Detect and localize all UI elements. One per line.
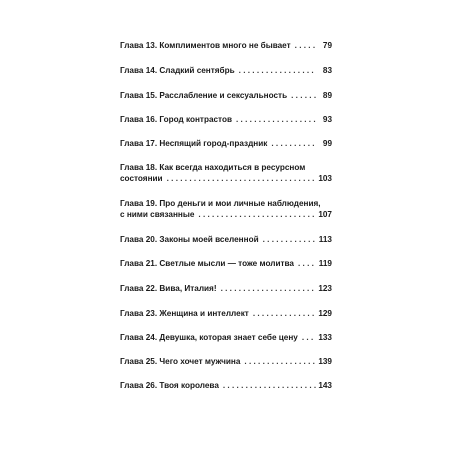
toc-entry (120, 234, 332, 245)
toc-entry-page: 83 (322, 66, 332, 75)
toc-entry-page: 99 (322, 139, 332, 148)
dot-leader (167, 173, 316, 184)
toc-entry-title: с ними связанные (120, 210, 195, 219)
toc-entry-title: Глава 24. Девушка, которая знает себе цену (120, 333, 298, 342)
dot-leader (221, 283, 316, 294)
toc-entry (120, 283, 332, 294)
dot-leader (244, 356, 316, 367)
toc-entry-page: 103 (318, 174, 332, 183)
toc-entry-page: 143 (318, 381, 332, 390)
toc-entry-page: 139 (318, 357, 332, 366)
toc-entry-title: Глава 15. Расслабление и сексуальность (120, 91, 288, 100)
toc-entry (120, 198, 332, 220)
toc-entry-page: 93 (322, 115, 332, 124)
dot-leader (198, 209, 316, 220)
toc-entry-page: 89 (322, 91, 332, 100)
dot-leader (271, 138, 316, 149)
toc-entry (120, 114, 332, 125)
toc-entry-title-line1: Глава 19. Про деньги и мои личные наблюдения, (120, 199, 321, 208)
toc-entry-title: Глава 21. Светлые мысли — тоже молитва (120, 259, 294, 268)
dot-leader (223, 380, 316, 391)
dot-leader (263, 234, 316, 245)
toc-entry (120, 90, 332, 101)
toc-entry (120, 356, 332, 367)
dot-leader (239, 65, 316, 76)
toc-entry-page: 133 (318, 333, 332, 342)
dot-leader (295, 40, 316, 51)
dot-leader (236, 114, 316, 125)
toc-entry-title: Глава 22. Вива, Италия! (120, 284, 217, 293)
toc-entry-title: состоянии (120, 174, 163, 183)
toc-entry-page: 79 (322, 41, 332, 50)
toc-entry (120, 40, 332, 51)
toc-entry-title: Глава 14. Сладкий сентябрь (120, 66, 235, 75)
toc-entry-title: Глава 23. Женщина и интеллект (120, 309, 249, 318)
toc-entry-title-line1: Глава 18. Как всегда находиться в ресурсном (120, 163, 306, 172)
toc-entry (120, 138, 332, 149)
toc-entry-page: 119 (318, 259, 332, 268)
toc-entry (120, 308, 332, 319)
toc-entry-page: 113 (318, 235, 332, 244)
dot-leader (302, 332, 316, 343)
toc-entry (120, 162, 332, 184)
toc-entry-title: Глава 26. Твоя королева (120, 381, 219, 390)
dot-leader (291, 90, 316, 101)
dot-leader (253, 308, 316, 319)
toc-entry-title: Глава 17. Неспящий город-праздник (120, 139, 268, 148)
toc-entry (120, 380, 332, 391)
toc-entry-page: 123 (318, 284, 332, 293)
toc-entry-page: 129 (318, 309, 332, 318)
toc-entry-title: Глава 13. Комплиментов много не бывает (120, 41, 291, 50)
toc-entry-page: 107 (318, 210, 332, 219)
toc-entry (120, 258, 332, 269)
dot-leader (298, 258, 316, 269)
toc-entry-title: Глава 25. Чего хочет мужчина (120, 357, 241, 366)
toc-entry (120, 332, 332, 343)
toc-entry-title: Глава 20. Законы моей вселенной (120, 235, 259, 244)
toc-entry-title: Глава 16. Город контрастов (120, 115, 232, 124)
toc-entry (120, 65, 332, 76)
